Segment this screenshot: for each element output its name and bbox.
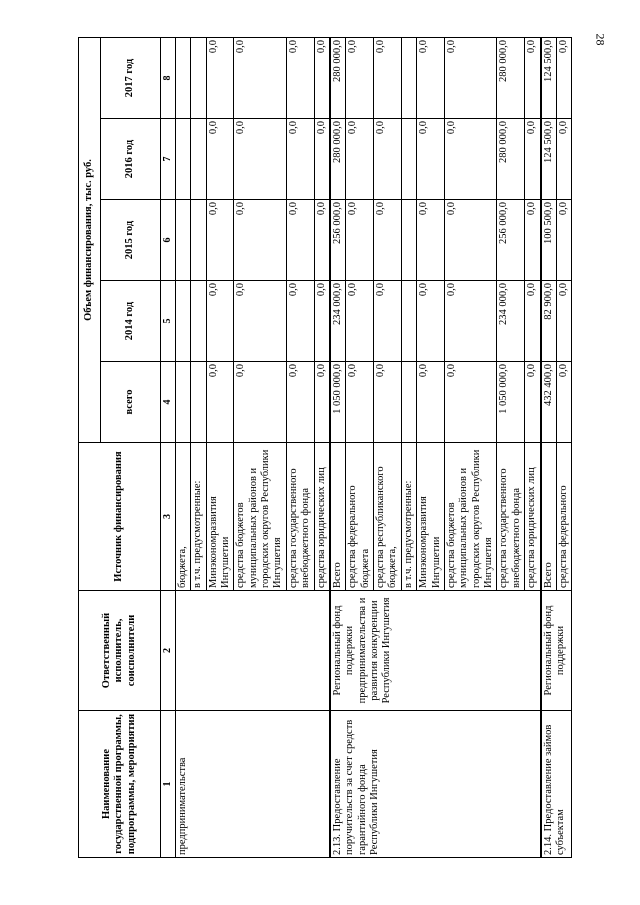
value-cell: [401, 281, 416, 362]
value-cell: 0,0: [556, 362, 571, 443]
value-cell: [175, 362, 190, 443]
value-cell: 0,0: [314, 200, 330, 281]
header-funding-volume: Объем финансирования, тыс. руб.: [79, 37, 101, 442]
header-executor: Ответственный исполнитель, соисполнители: [79, 591, 161, 711]
value-cell: 432 400,0: [541, 362, 557, 443]
source-cell: средства юридических лиц: [314, 443, 330, 591]
value-cell: [401, 200, 416, 281]
col-number: 6: [161, 200, 176, 281]
rotated-table-wrapper: [78, 38, 576, 858]
value-cell: 0,0: [525, 37, 541, 118]
header-2017: 2017 год: [101, 37, 161, 118]
value-cell: 0,0: [286, 200, 314, 281]
col-number: 5: [161, 281, 176, 362]
col-number: 7: [161, 119, 176, 200]
value-cell: 234 000,0: [497, 281, 525, 362]
value-cell: 0,0: [314, 281, 330, 362]
value-cell: 0,0: [234, 37, 287, 118]
value-cell: 124 500,0: [541, 37, 557, 118]
value-cell: 256 000,0: [497, 200, 525, 281]
value-cell: 0,0: [525, 281, 541, 362]
value-cell: 0,0: [206, 281, 234, 362]
value-cell: [401, 37, 416, 118]
source-cell: средства федерального бюджета: [346, 443, 374, 591]
value-cell: 0,0: [234, 200, 287, 281]
table-row: [175, 37, 190, 857]
value-cell: 280 000,0: [330, 37, 346, 118]
value-cell: 0,0: [346, 37, 374, 118]
source-cell: Всего: [541, 443, 557, 591]
value-cell: [191, 200, 206, 281]
col-number: 2: [161, 591, 176, 711]
value-cell: 0,0: [346, 281, 374, 362]
header-funding-source: Источник финансирования: [79, 443, 161, 591]
value-cell: 0,0: [556, 200, 571, 281]
value-cell: 0,0: [556, 119, 571, 200]
col-number: 3: [161, 443, 176, 591]
value-cell: 0,0: [444, 200, 497, 281]
value-cell: 0,0: [556, 37, 571, 118]
source-cell: Минэкономразвития Ингушетии: [206, 443, 234, 591]
value-cell: 0,0: [206, 200, 234, 281]
value-cell: 0,0: [346, 362, 374, 443]
program-name-cell: 2.13. Предоставление поручительств за счет средств гарантийного фонда Республики Ингушетия: [330, 711, 541, 858]
value-cell: 0,0: [417, 281, 445, 362]
value-cell: 0,0: [234, 119, 287, 200]
source-cell: средства бюджетов муниципальных районов и городских округов Республики Ингушетия: [444, 443, 497, 591]
source-cell: средства республиканского бюджета,: [374, 443, 402, 591]
value-cell: [401, 119, 416, 200]
table-row: [541, 37, 557, 857]
value-cell: 0,0: [234, 281, 287, 362]
source-cell: средства государственного внебюджетного фонда: [286, 443, 314, 591]
value-cell: [191, 281, 206, 362]
value-cell: 0,0: [286, 37, 314, 118]
col-number: 4: [161, 362, 176, 443]
value-cell: 0,0: [374, 281, 402, 362]
value-cell: [191, 37, 206, 118]
value-cell: 234 000,0: [330, 281, 346, 362]
value-cell: [175, 200, 190, 281]
value-cell: 0,0: [374, 200, 402, 281]
value-cell: 280 000,0: [330, 119, 346, 200]
value-cell: 0,0: [417, 362, 445, 443]
program-name-cell: предпринимательства: [175, 711, 330, 858]
header-program-name: Наименование государственной программы, подпрограммы, мероприятия: [79, 711, 161, 858]
header-2014: 2014 год: [101, 281, 161, 362]
source-cell: средства федерального: [556, 443, 571, 591]
value-cell: [175, 119, 190, 200]
value-cell: 0,0: [374, 37, 402, 118]
value-cell: [191, 362, 206, 443]
value-cell: 0,0: [374, 119, 402, 200]
header-total: всего: [101, 362, 161, 443]
value-cell: 0,0: [206, 362, 234, 443]
value-cell: 0,0: [346, 200, 374, 281]
value-cell: 0,0: [286, 362, 314, 443]
header-2015: 2015 год: [101, 200, 161, 281]
value-cell: 0,0: [525, 362, 541, 443]
value-cell: 100 500,0: [541, 200, 557, 281]
value-cell: 1 050 000,0: [497, 362, 525, 443]
source-cell: средства государственного внебюджетного фонда: [497, 443, 525, 591]
value-cell: 280 000,0: [497, 119, 525, 200]
source-cell: в т.ч. предусмотренные:: [401, 443, 416, 591]
header-2016: 2016 год: [101, 119, 161, 200]
value-cell: [175, 281, 190, 362]
program-name-cell: 2.14. Предоставление займов субъектам: [541, 711, 572, 858]
value-cell: 0,0: [417, 119, 445, 200]
executor-cell: [175, 591, 330, 711]
value-cell: 0,0: [346, 119, 374, 200]
value-cell: 0,0: [206, 37, 234, 118]
source-cell: бюджета,: [175, 443, 190, 591]
source-cell: Всего: [330, 443, 346, 591]
value-cell: 0,0: [525, 200, 541, 281]
value-cell: 0,0: [314, 362, 330, 443]
value-cell: 280 000,0: [497, 37, 525, 118]
col-number: 1: [161, 711, 176, 858]
value-cell: 0,0: [444, 362, 497, 443]
page-number: 28: [593, 33, 608, 46]
value-cell: 0,0: [417, 37, 445, 118]
value-cell: 0,0: [286, 119, 314, 200]
value-cell: 1 050 000,0: [330, 362, 346, 443]
source-cell: средства юридических лиц: [525, 443, 541, 591]
table-row: [330, 37, 346, 857]
value-cell: 0,0: [525, 119, 541, 200]
source-cell: Минэкономразвития Ингушетии: [417, 443, 445, 591]
value-cell: 0,0: [374, 362, 402, 443]
financing-table: [78, 37, 572, 858]
executor-cell: Региональный фонд поддержки: [541, 591, 572, 711]
value-cell: [175, 37, 190, 118]
value-cell: 0,0: [444, 281, 497, 362]
value-cell: 0,0: [234, 362, 287, 443]
value-cell: 0,0: [444, 119, 497, 200]
col-number: 8: [161, 37, 176, 118]
executor-cell: Региональный фонд поддержки предпринимательства и развития конкуренции Республики Ингушетия: [330, 591, 541, 711]
source-cell: средства бюджетов муниципальных районов и городских округов Республики Ингушетия: [234, 443, 287, 591]
value-cell: [191, 119, 206, 200]
value-cell: 0,0: [206, 119, 234, 200]
value-cell: 0,0: [556, 281, 571, 362]
value-cell: 0,0: [444, 37, 497, 118]
value-cell: 0,0: [314, 119, 330, 200]
source-cell: в т.ч. предусмотренные:: [191, 443, 206, 591]
value-cell: 0,0: [314, 37, 330, 118]
value-cell: [401, 362, 416, 443]
value-cell: 82 900,0: [541, 281, 557, 362]
value-cell: 124 500,0: [541, 119, 557, 200]
value-cell: 256 000,0: [330, 200, 346, 281]
value-cell: 0,0: [417, 200, 445, 281]
value-cell: 0,0: [286, 281, 314, 362]
